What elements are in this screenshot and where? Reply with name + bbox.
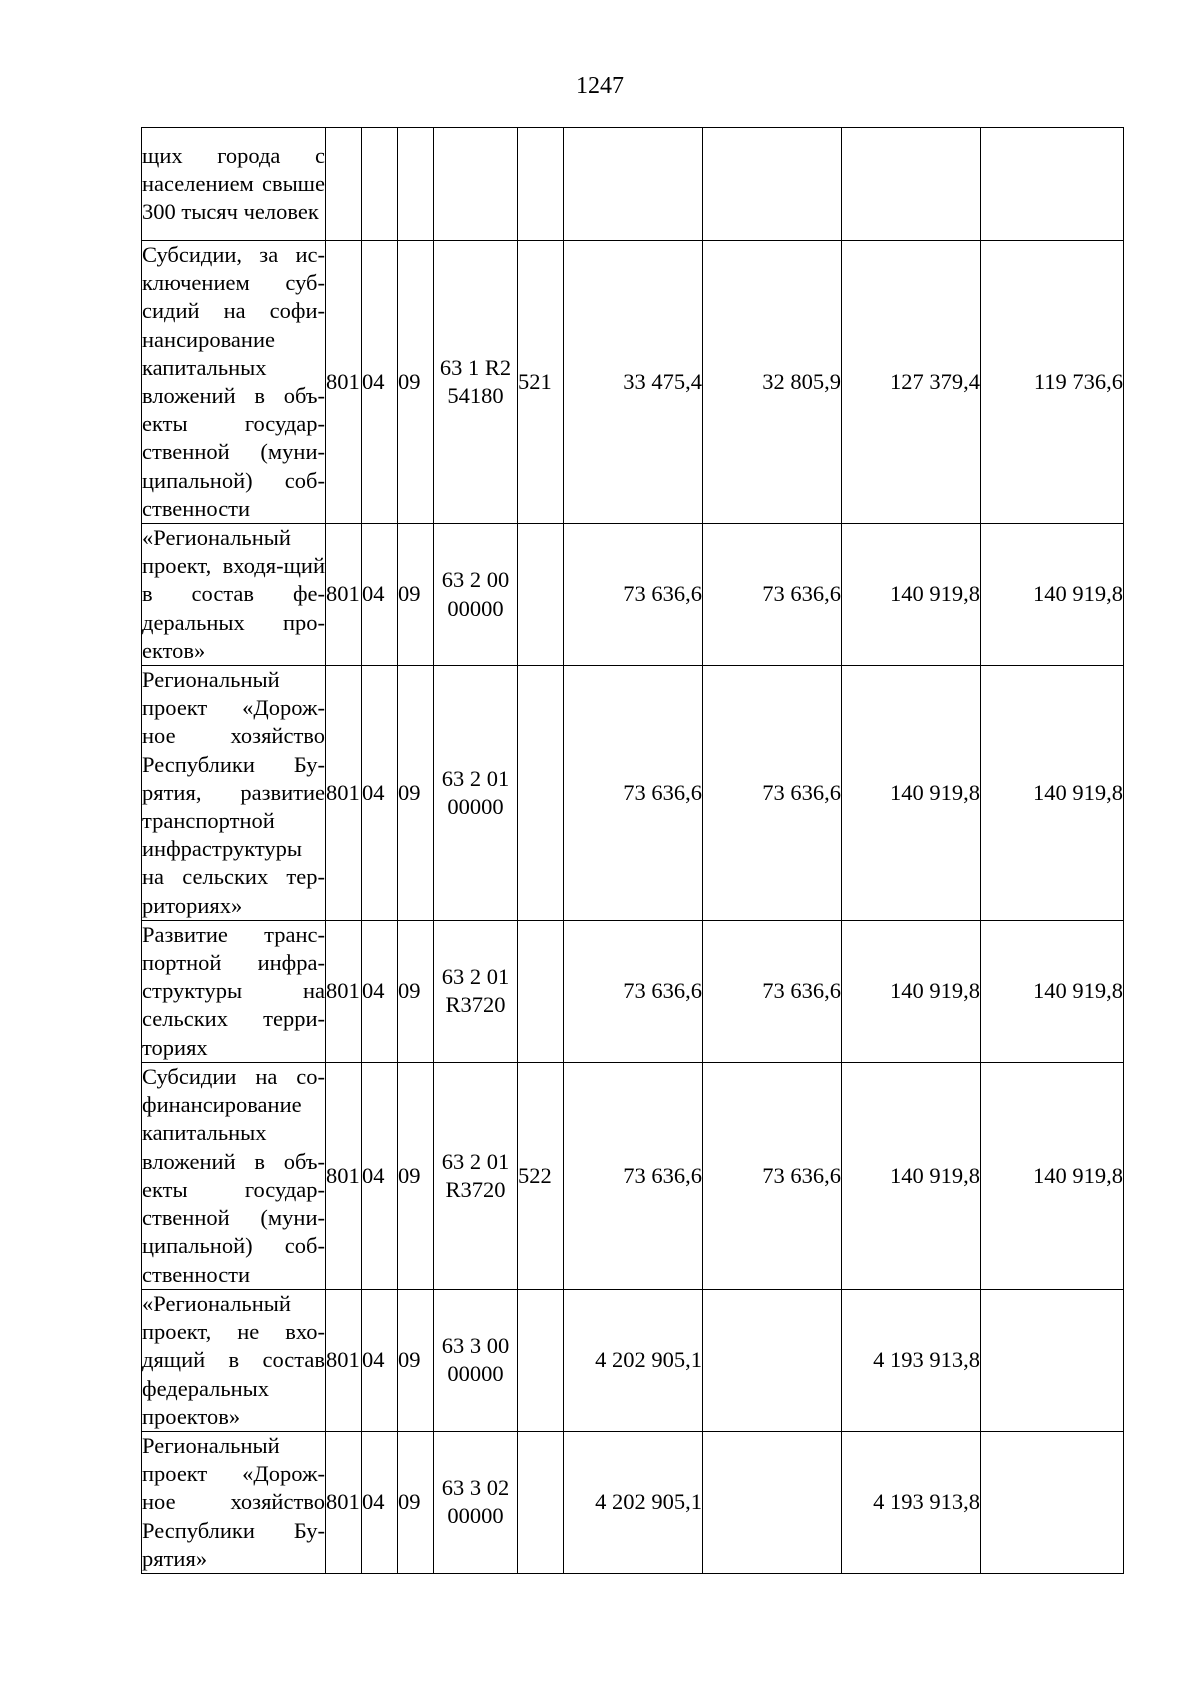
- csr-code-line-2: R3720: [445, 1176, 506, 1202]
- pr-code: 09: [398, 1062, 434, 1289]
- table-body: [142, 128, 1124, 1574]
- rz-code: 04: [362, 666, 398, 921]
- amount-1: 73 636,6: [564, 524, 703, 666]
- amount-4: 140 919,8: [981, 666, 1124, 921]
- amount-2: 73 636,6: [703, 524, 842, 666]
- row-name: Развитие транс-портной инфра-структуры на сельских терри-ториях: [142, 920, 326, 1062]
- csr-code: [434, 1289, 518, 1431]
- vr-code: 522: [518, 1062, 564, 1289]
- table-row: [142, 1062, 1124, 1289]
- vr-code: [518, 920, 564, 1062]
- vr-code: [518, 128, 564, 241]
- amount-3: 4 193 913,8: [842, 1431, 981, 1573]
- rz-code: 04: [362, 241, 398, 524]
- row-name: «Региональный проект, не вхо-дящий в состав федеральных проектов»: [142, 1289, 326, 1431]
- vr-code: [518, 1431, 564, 1573]
- gr-code: 801: [326, 524, 362, 666]
- gr-code: 801: [326, 1062, 362, 1289]
- csr-code-line-2: R3720: [445, 992, 506, 1018]
- amount-1: 33 475,4: [564, 241, 703, 524]
- amount-4: [981, 128, 1124, 241]
- amount-2: 32 805,9: [703, 241, 842, 524]
- amount-1: 73 636,6: [564, 920, 703, 1062]
- rz-code: 04: [362, 1289, 398, 1431]
- vr-code: [518, 1289, 564, 1431]
- amount-3: 140 919,8: [842, 524, 981, 666]
- row-name: Региональный проект «Дорож-ное хозяйство Республики Бу-рятия, развитие транспортной инфраструктуры на сельских тер-риториях»: [142, 666, 326, 921]
- amount-4: 140 919,8: [981, 524, 1124, 666]
- vr-code: [518, 524, 564, 666]
- pr-code: 09: [398, 666, 434, 921]
- row-name: Субсидии, за ис-ключением суб-сидий на софи-нансирование капитальных вложений в объ-екты государ-ственной (муни-ципальной) соб-ственности: [142, 241, 326, 524]
- csr-code-line-1: 63 3 02: [441, 1475, 510, 1501]
- pr-code: [398, 128, 434, 241]
- amount-1: 73 636,6: [564, 666, 703, 921]
- csr-code-line-2: 00000: [447, 1503, 504, 1529]
- amount-2: 73 636,6: [703, 1062, 842, 1289]
- amount-2: [703, 1289, 842, 1431]
- amount-3: 140 919,8: [842, 1062, 981, 1289]
- csr-code-line-2: 54180: [447, 383, 504, 409]
- amount-2: 73 636,6: [703, 666, 842, 921]
- table-row: [142, 524, 1124, 666]
- page-number: 1247: [576, 73, 624, 99]
- amount-4: [981, 1289, 1124, 1431]
- csr-code: [434, 241, 518, 524]
- table-row: [142, 128, 1124, 241]
- gr-code: 801: [326, 920, 362, 1062]
- csr-code: [434, 524, 518, 666]
- gr-code: 801: [326, 1289, 362, 1431]
- pr-code: 09: [398, 1289, 434, 1431]
- rz-code: [362, 128, 398, 241]
- amount-2: [703, 128, 842, 241]
- row-name: Субсидии на со-финансирование капитальных вложений в объ-екты государ-ственной (муни-ципальной) соб-ственности: [142, 1062, 326, 1289]
- gr-code: [326, 128, 362, 241]
- csr-code-line-1: 63 3 00: [441, 1333, 510, 1359]
- amount-1: 4 202 905,1: [564, 1289, 703, 1431]
- amount-2: [703, 1431, 842, 1573]
- table-row: [142, 1289, 1124, 1431]
- amount-4: [981, 1431, 1124, 1573]
- gr-code: 801: [326, 666, 362, 921]
- table-row: [142, 666, 1124, 921]
- csr-code-line-2: 00000: [447, 595, 504, 621]
- csr-code: [434, 666, 518, 921]
- csr-code-line-1: 63 2 00: [441, 567, 510, 593]
- rz-code: 04: [362, 1431, 398, 1573]
- pr-code: 09: [398, 1431, 434, 1573]
- amount-1: 4 202 905,1: [564, 1431, 703, 1573]
- table-row: [142, 920, 1124, 1062]
- csr-code-line-1: 63 2 01: [441, 964, 510, 990]
- csr-code-line-1: 63 2 01: [441, 1148, 510, 1174]
- csr-code-line-1: 63 2 01: [441, 765, 510, 791]
- vr-code: 521: [518, 241, 564, 524]
- pr-code: 09: [398, 241, 434, 524]
- amount-4: 119 736,6: [981, 241, 1124, 524]
- csr-code: [434, 128, 518, 241]
- rz-code: 04: [362, 920, 398, 1062]
- row-name: щих города с населением свыше 300 тысяч человек: [142, 128, 326, 241]
- csr-code: [434, 1062, 518, 1289]
- amount-1: [564, 128, 703, 241]
- table-row: [142, 241, 1124, 524]
- table-row: [142, 1431, 1124, 1573]
- amount-3: 127 379,4: [842, 241, 981, 524]
- amount-3: 4 193 913,8: [842, 1289, 981, 1431]
- amount-4: 140 919,8: [981, 1062, 1124, 1289]
- rz-code: 04: [362, 524, 398, 666]
- csr-code-line-2: 00000: [447, 1361, 504, 1387]
- csr-code: [434, 920, 518, 1062]
- amount-1: 73 636,6: [564, 1062, 703, 1289]
- amount-3: [842, 128, 981, 241]
- row-name: «Региональный проект, входя-щий в состав фе-деральных про-ектов»: [142, 524, 326, 666]
- amount-2: 73 636,6: [703, 920, 842, 1062]
- csr-code: [434, 1431, 518, 1573]
- gr-code: 801: [326, 241, 362, 524]
- pr-code: 09: [398, 920, 434, 1062]
- pr-code: 09: [398, 524, 434, 666]
- budget-table: [141, 127, 1124, 1574]
- row-name: Региональный проект «Дорож-ное хозяйство Республики Бу-рятия»: [142, 1431, 326, 1573]
- csr-code-line-1: 63 1 R2: [439, 354, 512, 380]
- amount-3: 140 919,8: [842, 666, 981, 921]
- rz-code: 04: [362, 1062, 398, 1289]
- gr-code: 801: [326, 1431, 362, 1573]
- amount-3: 140 919,8: [842, 920, 981, 1062]
- amount-4: 140 919,8: [981, 920, 1124, 1062]
- vr-code: [518, 666, 564, 921]
- csr-code-line-2: 00000: [447, 793, 504, 819]
